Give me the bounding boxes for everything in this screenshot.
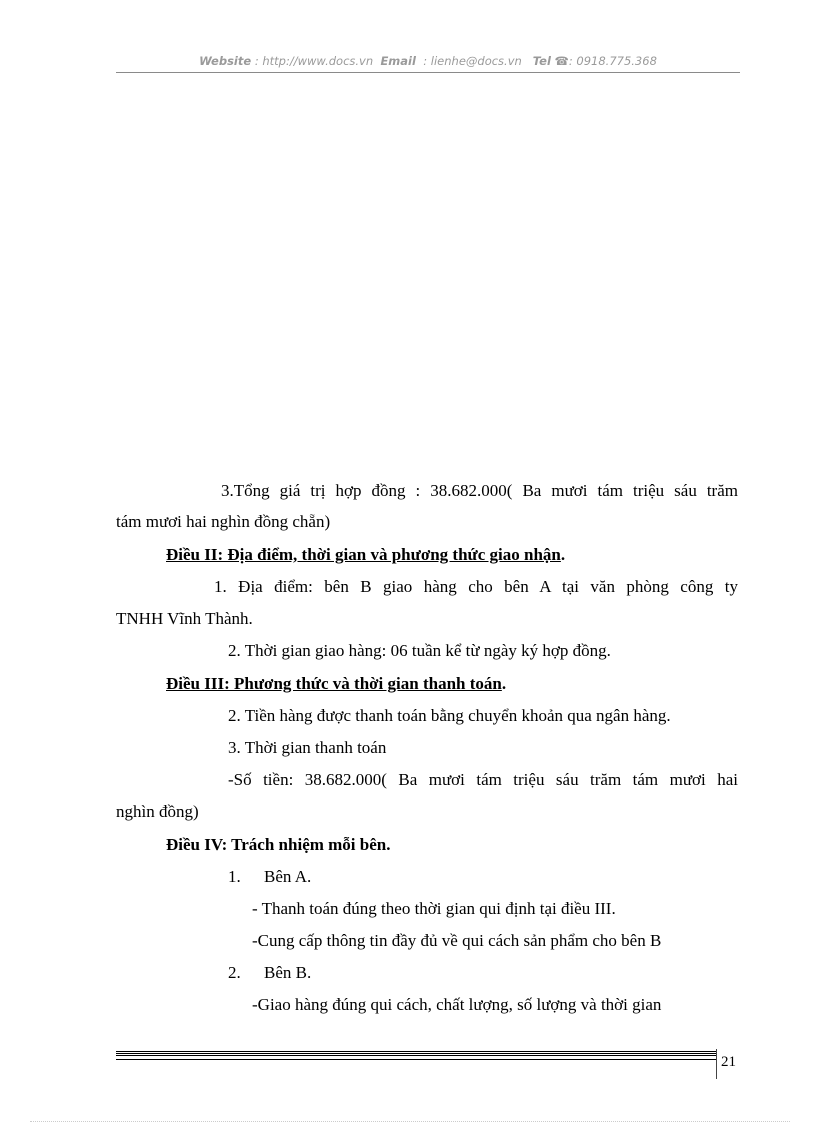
article-2-heading-text: Điều II: Địa điểm, thời gian và phương thức giao nhận	[166, 545, 561, 564]
website-value: : http://www.docs.vn	[254, 54, 374, 68]
party-b-duty-1: -Giao hàng đúng qui cách, chất lượng, số lượng và thời gian	[252, 995, 662, 1014]
article-2-heading	[166, 545, 565, 565]
page-number: 21	[721, 1054, 736, 1070]
tel-value: : 0918.775.368	[568, 54, 657, 68]
contract-value-line-2: tám mươi hai nghìn đồng chẵn)	[116, 512, 331, 531]
email-label: Email	[380, 54, 416, 68]
article-2-item-1-line-2: TNHH Vĩnh Thành.	[116, 609, 253, 628]
footer-divider-thin	[116, 1059, 716, 1060]
party-a-number: 1.	[228, 867, 241, 886]
article-3-heading	[166, 674, 506, 694]
page-header	[116, 54, 740, 68]
party-a-duty-1: - Thanh toán đúng theo thời gian qui định tại điều III.	[252, 899, 616, 918]
article-3-heading-text: Điều III: Phương thức và thời gian thanh toán	[166, 674, 502, 693]
footer-corner-line	[716, 1049, 717, 1079]
contract-value-line-1: 3.Tổng giá trị hợp đồng : 38.682.000( Ba mươi tám triệu sáu trăm	[221, 481, 738, 500]
article-4-heading: Điều IV: Trách nhiệm mỗi bên.	[166, 835, 391, 854]
article-2-item-2: 2. Thời gian giao hàng: 06 tuần kể từ ngày ký hợp đồng.	[228, 641, 611, 660]
article-2-item-1-line-1: 1. Địa điểm: bên B giao hàng cho bên A tại văn phòng công ty	[214, 577, 738, 596]
article-2-heading-period: .	[560, 545, 566, 564]
email-value: : lienhe@docs.vn	[423, 54, 522, 68]
page-bottom-edge	[30, 1121, 790, 1122]
article-3-heading-period: .	[501, 674, 507, 693]
header-divider	[116, 72, 740, 73]
party-a-label: Bên A.	[264, 867, 312, 886]
party-b-label: Bên B.	[264, 963, 312, 982]
article-3-item-2: 2. Tiền hàng được thanh toán bằng chuyển khoản qua ngân hàng.	[228, 706, 671, 725]
tel-label: Tel	[532, 54, 551, 68]
website-label: Website	[199, 54, 252, 68]
party-b-number: 2.	[228, 963, 241, 982]
party-a-duty-2: -Cung cấp thông tin đầy đủ về qui cách sản phẩm cho bên B	[252, 931, 662, 950]
payment-amount-line-1: -Số tiền: 38.682.000( Ba mươi tám triệu sáu trăm tám mươi hai	[228, 770, 738, 789]
footer-divider	[116, 1051, 716, 1057]
article-3-item-3: 3. Thời gian thanh toán	[228, 738, 387, 757]
phone-icon: ☎	[554, 54, 569, 68]
payment-amount-line-2: nghìn đồng)	[116, 802, 199, 821]
